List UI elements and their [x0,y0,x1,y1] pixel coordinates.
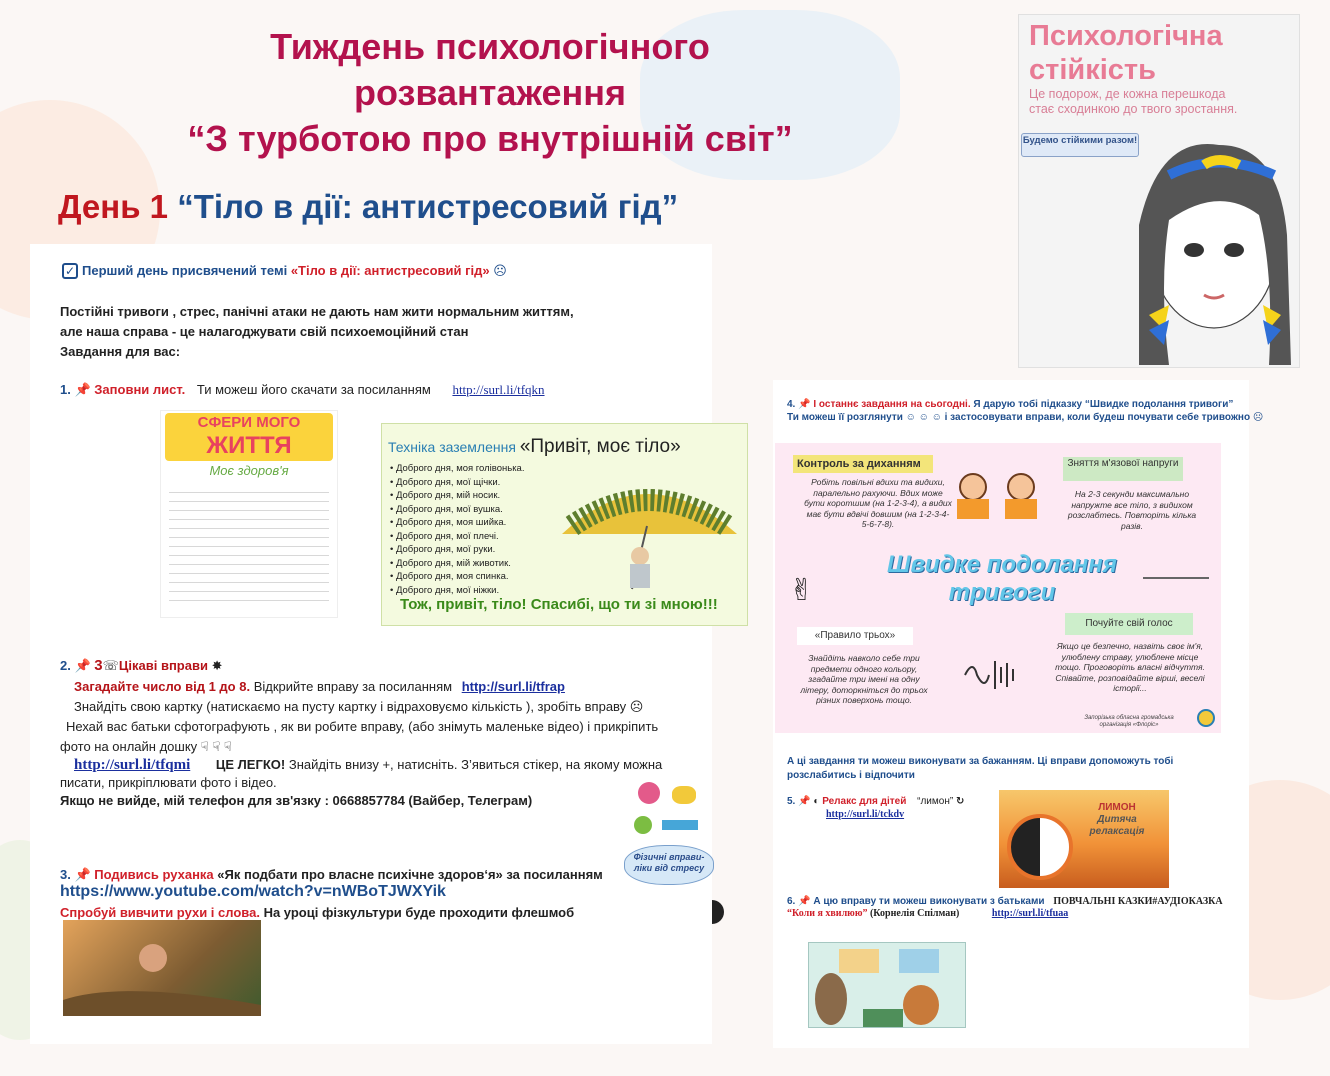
exercise-figure-icon [662,820,698,830]
greeting-item: • Доброго дня, мої плечі. [390,530,524,544]
contact-phone: Якщо не вийде, мій телефон для зв'язку : 0668857784 (Вайбер, Телеграм) [60,793,533,808]
task-number: 1. [60,382,71,397]
task-2-text: фото на онлайн дошку [60,739,198,754]
lemon-icon: ◐ [813,796,820,807]
intro-line [62,261,507,281]
organization-label: Запорізька обласна громадська організація «Флоріс» [1084,715,1174,728]
day-theme: “Тіло в дії: антистресовий гід” [177,188,679,225]
task-number: 6. [787,896,796,907]
task-text: Ти можеш його скачати за посиланням [196,382,431,397]
three-fingers-icon: ✌ [789,574,815,607]
task-text: Я дарую тобі підказку “Швидке подолання тривоги” [973,399,1234,410]
task-label: 3 [94,657,103,674]
task-2-text: ЦЕ ЛЕГКО! [215,757,286,772]
voice-box: Почуйте свій голос [1065,613,1193,635]
greeting-item: • Доброго дня, мій животик. [390,557,524,571]
task-6-link[interactable]: http://surl.li/tfuaa [991,908,1069,919]
silhouette-icon [1143,539,1209,579]
worksheet-title: ЖИТТЯ [206,432,292,459]
muscle-box: Зняття м'язової напруги [1063,457,1183,481]
task-label: Релакс для дітей [822,796,907,807]
pin-icon: 📌 [74,382,91,397]
person-illustration-icon [63,920,261,1016]
greeting-item: • Доброго дня, мої щічки. [390,476,524,490]
task-2-line [74,677,565,697]
task-2-text: Знайдіть свою картку (натискаємо на пусту картку і відраховуємо кількість ), зробіть вправу [74,699,627,714]
technique-footer: Тож, привіт, тіло! Спасибі, що ти зі мною!!! [400,596,718,613]
loop-icon: ↻ [955,796,965,807]
task-number: 4. [787,399,796,410]
poster-subtitle: Це подорож, де кожна перешкода стає сходинкою до твого зростання. [1029,87,1238,116]
technique-title-b: «Привіт, моє тіло» [519,436,681,457]
muscle-text: На 2-3 секунди максимально напружте все тіло, з видихом розслабтесь. Повторіть кілька разів. [1067,489,1197,531]
task-2-link[interactable]: http://surl.li/tfrap [461,679,565,694]
intro-text: Перший день присвячений темі [82,263,288,278]
task-text: і застосовувати вправи, коли будеш почувати себе тривожно [944,412,1251,423]
intro-theme: «Тіло в дії: антистресовий гід» [290,263,490,278]
pointing-hand-icon: ☟ ☟ ☟ [200,739,232,754]
title-line: “З турботою про внутрішній світ” [187,118,793,159]
optional-intro [787,755,1173,783]
poster-title-line: Психологічна [1029,20,1223,52]
lemon-relaxation-thumbnail[interactable] [999,790,1169,888]
organization-logo-icon [1197,709,1215,727]
optional-line: розслабитись і відпочити [787,770,915,781]
task-label: Подивись руханка [94,867,214,882]
technique-title [388,436,681,458]
sparkle-icon: ✸ [211,658,223,673]
task-4-line [787,411,1263,425]
greeting-item: • Доброго дня, мої вушка. [390,503,524,517]
worksheet-lines [169,484,329,604]
task-2-line [74,697,643,717]
pin-icon: 📌 [798,399,811,410]
pin-icon: 📌 [74,867,91,882]
title-line: розвантаження [353,72,627,113]
phone-icon: ☏ [102,658,119,673]
grounding-technique-card [381,423,748,626]
intro-line: Завдання для вас: [60,344,181,359]
task-2-text: Знайдіть внизу +, натисніть. З’явиться стікер, на якому можна [288,757,663,772]
task-6-line [787,907,1068,921]
apple-icon [634,816,652,834]
play-button[interactable] [712,900,724,924]
voice-text: Якщо це безпечно, назвіть своє ім'я, улюблену страву, улюблене місце тощо. Проговоріть власні відчуття. Співайте, розповідайте вірші, веселі історії... [1055,641,1205,693]
task-text: «Як подбати про власне психічне здоров‘я» за посиланням [217,867,603,882]
task-number: 2. [60,658,71,673]
spheres-of-life-worksheet [160,410,338,618]
breath-box: Контроль за диханням [793,455,933,473]
exercise-figure-icon [638,782,660,804]
poster-title-line: стійкість [1029,54,1156,86]
task-2-line [60,737,232,757]
resilience-poster [1018,14,1300,368]
video-thumbnail[interactable] [63,920,261,1016]
three-rule-box: «Правило трьох» [797,627,913,645]
task-1 [60,380,545,400]
pin-icon: 📌 [798,896,811,907]
infographic-title-line: Швидке подолання [887,551,1117,578]
task-text: ПОВЧАЛЬНІ КАЗКИ#АУДІОКАЗКА [1053,896,1223,907]
audio-story-thumbnail[interactable] [808,942,966,1028]
day-number: День 1 [58,188,169,225]
youtube-link[interactable]: https://www.youtube.com/watch?v=nWBoTJWXYik [60,883,446,900]
girl-illustration-icon [1019,15,1300,368]
lemon-title-line: Дитяча релаксація [1089,814,1145,837]
optional-line: А ці завдання ти можеш виконувати за бажанням. Ці вправи допоможуть тобі [787,756,1174,767]
three-rule-text: Знайдіть навколо себе три предмети одного кольору, згадайте три імені на одну літеру, доторкніться до трьох різних поверхонь тощо. [800,653,928,705]
pin-icon: 📌 [798,796,811,807]
breath-text: Робіть повільні вдихи та видихи, паралельно рахуючи. Вдих може бути коротшим (на 1-2-3-4), а видих має бути вдвічі довшим (на 1-2-3-4-5-6-7-8). [804,477,952,529]
voice-wave-icon [959,655,1019,695]
task-2-line [74,755,662,775]
task-label: А цю вправу ти можеш виконувати з батьками [813,896,1045,907]
face-icon: ☹ [493,263,507,278]
poster-button: Будемо стійкими разом! [1021,133,1139,157]
greeting-item: • Доброго дня, мій носик. [390,489,524,503]
face-icon: ☹ [629,699,644,714]
yin-yang-icon [1007,814,1073,880]
anxiety-relief-infographic [775,443,1221,733]
page-title [120,24,860,162]
task-number: 3. [60,867,71,882]
task-2-line: писати, прикріплювати фото і відео. [60,775,277,790]
task-1-link[interactable]: http://surl.li/tfqkn [452,382,545,397]
greeting-item: • Доброго дня, моя спинка. [390,570,524,584]
task-2-text: Відкрийте вправу за посиланням [253,679,453,694]
greeting-item: • Доброго дня, моя шийка. [390,516,524,530]
task-text: “лимон” [917,796,954,807]
padlet-link[interactable]: http://surl.li/tfqmi [74,757,191,773]
exercise-icons [632,780,712,840]
title-line: Тиждень психологічного [270,26,710,67]
task-number: 5. [787,796,796,807]
task-label: Заповни лист. [94,382,186,397]
technique-title-a: Техніка заземлення [388,439,516,455]
task-5 [787,795,964,809]
checkbox-icon: ✓ [62,263,78,279]
task-4 [787,398,1233,412]
lemon-image-title [1069,802,1165,838]
task-2-prompt: Загадайте число від 1 до 8. [74,679,251,694]
task-label: Цікаві вправи [118,658,208,673]
story-author: (Корнелія Спілман) [869,908,960,919]
task-5-link[interactable]: http://surl.li/tckdv [826,809,905,820]
worksheet-subtitle: Моє здоров'я [209,463,289,478]
umbrella-illustration-icon [552,464,742,594]
intro-line: Постійні тривоги , стрес, панічні атаки не дають нам жити нормальним життям, [60,304,574,319]
task-2-line: Нехай вас батьки сфотографують , як ви робите вправу, (або знімуть маленьке відео) і прикріпить [66,719,659,734]
intro-line: але наша справа - це налагоджувати свій психоемоційний стан [60,324,469,339]
exercise-figure-icon [672,786,696,804]
face-icon: ☹ [1252,412,1264,423]
greeting-list [390,462,524,597]
children-illustration-icon [953,471,1049,521]
story-title: “Коли я хвилюю” [787,908,868,919]
task-3-prompt: Спробуй вивчити рухи і слова. [60,905,260,920]
greeting-item: • Доброго дня, мої руки. [390,543,524,557]
infographic-title-line: тривоги [948,579,1056,606]
worksheet-title: СФЕРИ МОГО [197,414,301,431]
face-icon: ☺ ☺ ☺ [905,412,942,423]
greeting-item: • Доброго дня, мої ніжки. [390,584,524,598]
day-title [58,188,678,226]
greeting-item: • Доброго дня, моя голівонька. [390,462,524,476]
infographic-title [867,551,1137,607]
lemon-title-line: ЛИМОН [1098,802,1136,813]
pin-icon: 📌 [74,658,91,673]
story-illustration-icon [809,943,966,1028]
task-text: Ти можеш її розглянути [787,412,903,423]
task-2 [60,656,222,676]
task-3-text: На уроці фізкультури буде проходити флешмоб [263,905,575,920]
task-label: І останнє завдання на сьогодні. [813,399,971,410]
physical-exercise-badge: Фізичні вправи-ліки від стресу [624,845,714,885]
